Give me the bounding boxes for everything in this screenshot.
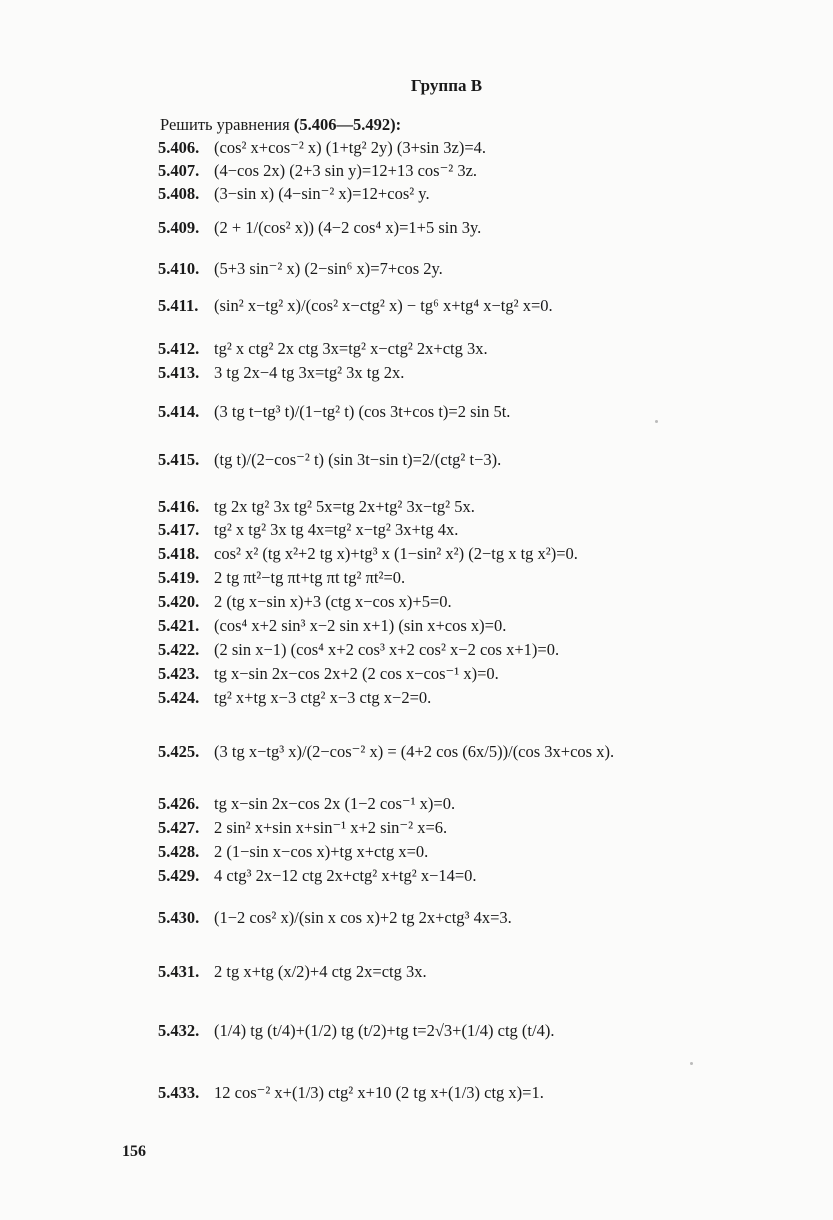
page-number: 156 [122,1143,146,1160]
problem-item [158,592,452,612]
intro-range: (5.406—5.492): [293,115,402,134]
problem-number: 5.410. [158,259,200,278]
problem-item [158,640,559,660]
problem-equation: cos² x² (tg x²+2 tg x)+tg³ x (1−sin² x²) (2−tg x tg x²)=0. [214,544,578,563]
scan-speck [655,420,658,423]
problem-number: 5.406. [158,138,200,157]
problem-equation: (sin² x−tg² x)/(cos² x−ctg² x) − tg⁶ x+tg⁴ x−tg² x=0. [214,296,553,315]
problem-number: 5.413. [158,363,200,382]
problem-number: 5.407. [158,161,200,180]
problem-equation: 2 (1−sin x−cos x)+tg x+ctg x=0. [214,842,429,861]
problem-equation: tg x−sin 2x−cos 2x+2 (2 cos x−cos⁻¹ x)=0. [214,664,499,683]
problem-item [158,450,501,470]
problem-equation: 2 sin² x+sin x+sin⁻¹ x+2 sin⁻² x=6. [214,818,448,837]
problem-item [158,218,481,238]
problem-item [158,259,443,279]
problem-number: 5.433. [158,1083,200,1102]
intro-line [160,115,401,135]
problem-number: 5.417. [158,520,200,539]
problem-item [158,363,404,383]
problem-item [158,296,553,316]
problem-equation: (2 + 1/(cos² x)) (4−2 cos⁴ x)=1+5 sin 3y. [214,218,482,237]
problem-equation: (5+3 sin⁻² x) (2−sin⁶ x)=7+cos 2y. [214,259,443,278]
problem-number: 5.423. [158,664,200,683]
problem-item [158,818,447,838]
problem-number: 5.415. [158,450,200,469]
problem-item [158,962,427,982]
problem-equation: (cos⁴ x+2 sin³ x−2 sin x+1) (sin x+cos x)=0. [214,616,507,635]
group-title: Группа В [410,76,483,95]
problem-number: 5.408. [158,184,200,203]
problem-equation: (1/4) tg (t/4)+(1/2) tg (t/2)+tg t=2√3+(1/4) ctg (t/4). [214,1021,555,1040]
problem-item [158,616,506,636]
problem-equation: 3 tg 2x−4 tg 3x=tg² 3x tg 2x. [214,363,405,382]
problem-equation: tg² x+tg x−3 ctg² x−3 ctg x−2=0. [214,688,432,707]
problem-number: 5.427. [158,818,200,837]
problem-number: 5.431. [158,962,200,981]
problem-equation: 4 ctg³ 2x−12 ctg 2x+ctg² x+tg² x−14=0. [214,866,477,885]
problem-number: 5.425. [158,742,200,761]
problem-item [158,664,499,684]
problem-equation: tg² x tg² 3x tg 4x=tg² x−tg² 3x+tg 4x. [214,520,459,539]
problem-equation: 2 (tg x−sin x)+3 (ctg x−cos x)+5=0. [214,592,452,611]
problem-number: 5.419. [158,568,200,587]
problem-equation: 12 cos⁻² x+(1/3) ctg² x+10 (2 tg x+(1/3) ctg x)=1. [214,1083,544,1102]
problem-item [158,908,512,928]
problem-equation: (4−cos 2x) (2+3 sin y)=12+13 cos⁻² 3z. [214,161,478,180]
problem-equation: (1−2 cos² x)/(sin x cos x)+2 tg 2x+ctg³ 4x=3. [214,908,512,927]
problem-item [158,138,486,158]
problem-number: 5.418. [158,544,200,563]
problem-number: 5.426. [158,794,200,813]
problem-number: 5.422. [158,640,200,659]
problem-equation: tg x−sin 2x−cos 2x (1−2 cos⁻¹ x)=0. [214,794,456,813]
problem-equation: (tg t)/(2−cos⁻² t) (sin 3t−sin t)=2/(ctg² t−3). [214,450,502,469]
intro-text: Решить уравнения [160,115,290,134]
problem-item [158,742,614,762]
problem-item [158,520,458,540]
problem-item [158,688,431,708]
problem-number: 5.428. [158,842,200,861]
problem-equation: (3 tg x−tg³ x)/(2−cos⁻² x) = (4+2 cos (6x/5))/(cos 3x+cos x). [214,742,615,761]
problem-item [158,161,477,181]
problem-number: 5.414. [158,402,200,421]
problem-number: 5.412. [158,339,200,358]
problem-number: 5.429. [158,866,200,885]
problem-equation: 2 tg x+tg (x/2)+4 ctg 2x=ctg 3x. [214,962,427,981]
problem-number: 5.411. [158,296,199,315]
problem-item [158,1083,544,1103]
problem-equation: tg 2x tg² 3x tg² 5x=tg 2x+tg² 3x−tg² 5x. [214,497,475,516]
problem-item [158,866,477,886]
problem-item [158,1021,554,1041]
scan-speck [690,1062,693,1065]
problem-equation: (3−sin x) (4−sin⁻² x)=12+cos² y. [214,184,430,203]
problem-item [158,544,578,564]
problem-equation: (2 sin x−1) (cos⁴ x+2 cos³ x+2 cos² x−2 cos x+1)=0. [214,640,560,659]
problem-item [158,339,488,359]
problem-item [158,568,405,588]
problem-equation: (cos² x+cos⁻² x) (1+tg² 2y) (3+sin 3z)=4. [214,138,487,157]
problem-number: 5.416. [158,497,200,516]
problem-equation: (3 tg t−tg³ t)/(1−tg² t) (cos 3t+cos t)=2 sin 5t. [214,402,511,421]
problem-equation: tg² x ctg² 2x ctg 3x=tg² x−ctg² 2x+ctg 3x. [214,339,488,358]
problem-equation: 2 tg πt²−tg πt+tg πt tg² πt²=0. [214,568,406,587]
problem-number: 5.430. [158,908,200,927]
problem-number: 5.421. [158,616,200,635]
problem-number: 5.424. [158,688,200,707]
problem-number: 5.420. [158,592,200,611]
problem-number: 5.432. [158,1021,200,1040]
problem-item [158,402,510,422]
problem-item [158,184,430,204]
problem-item [158,842,428,862]
problem-item [158,497,475,517]
problem-item [158,794,455,814]
problem-number: 5.409. [158,218,200,237]
